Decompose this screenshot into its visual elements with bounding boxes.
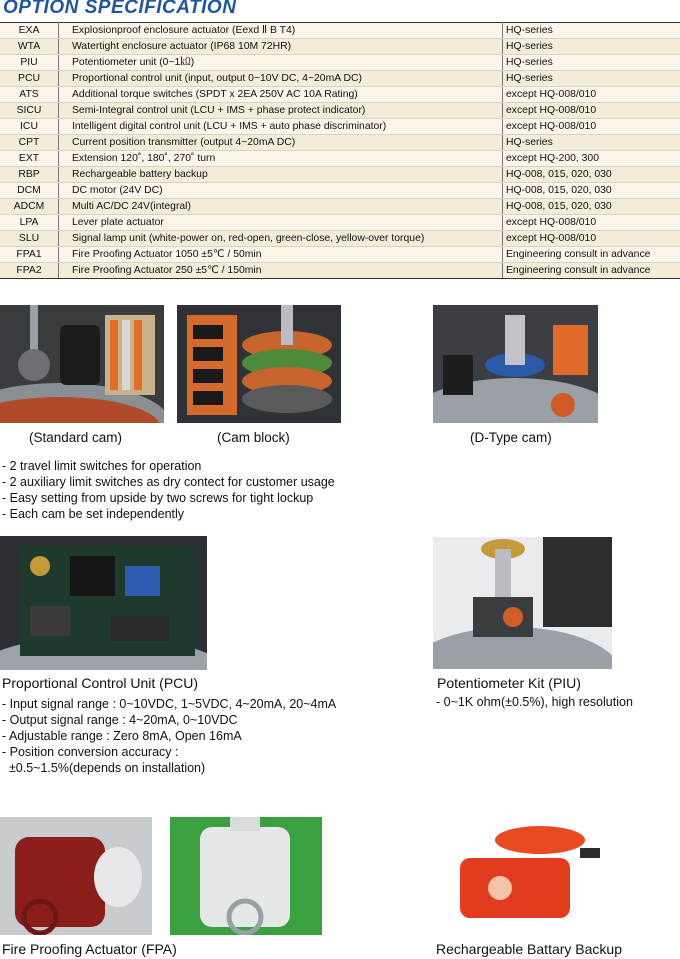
option-description: Rechargeable battery backup	[59, 167, 503, 183]
option-applicability: except HQ-008/010	[503, 103, 680, 119]
list-item: - Adjustable range : Zero 8mA, Open 16mA	[2, 729, 242, 743]
option-code: CPT	[0, 135, 59, 151]
option-applicability: HQ-008, 015, 020, 030	[503, 199, 680, 215]
option-applicability: except HQ-200, 300	[503, 151, 680, 167]
pcu-photo	[0, 536, 207, 670]
option-spec-table	[0, 22, 680, 279]
option-code: FPA1	[0, 247, 59, 263]
fpa-caption: Fire Proofing Actuator (FPA)	[2, 941, 177, 957]
table-row	[0, 183, 680, 199]
fpa-photo-1	[0, 817, 152, 935]
table-row	[0, 199, 680, 215]
list-item: - Easy setting from upside by two screws for tight lockup	[2, 491, 314, 505]
table-row	[0, 263, 680, 279]
standard-cam-photo	[0, 305, 164, 423]
option-applicability: except HQ-008/010	[503, 119, 680, 135]
option-code: SICU	[0, 103, 59, 119]
pcu-caption: Proportional Control Unit (PCU)	[2, 675, 199, 691]
table-row	[0, 103, 680, 119]
table-row	[0, 39, 680, 55]
option-applicability: except HQ-008/010	[503, 231, 680, 247]
list-item: - Position conversion accuracy :	[2, 745, 179, 759]
list-item: - Each cam be set independently	[2, 507, 185, 521]
fpa-photo-2	[170, 817, 322, 935]
option-applicability: except HQ-008/010	[503, 87, 680, 103]
list-item: - Output signal range : 4~20mA, 0~10VDC	[2, 713, 238, 727]
option-description: Fire Proofing Actuator 250 ±5℃ / 150min	[59, 263, 503, 279]
page-title: OPTION SPECIFICATION	[3, 0, 237, 18]
option-code: ATS	[0, 87, 59, 103]
option-code: SLU	[0, 231, 59, 247]
piu-spec-list	[436, 694, 633, 710]
d-type-cam-photo	[433, 305, 598, 423]
table-row	[0, 135, 680, 151]
option-code: WTA	[0, 39, 59, 55]
option-description: DC motor (24V DC)	[59, 183, 503, 199]
list-item: - Input signal range : 0~10VDC, 1~5VDC, 4~20mA, 20~4mA	[2, 697, 337, 711]
option-description: Additional torque switches (SPDT x 2EA 250V AC 10A Rating)	[59, 87, 503, 103]
rbp-photo	[440, 818, 618, 936]
option-code: EXT	[0, 151, 59, 167]
list-item: - 0~1K ohm(±0.5%), high resolution	[436, 695, 633, 709]
option-applicability: HQ-series	[503, 135, 680, 151]
option-applicability: HQ-008, 015, 020, 030	[503, 183, 680, 199]
table-row	[0, 119, 680, 135]
option-applicability: HQ-series	[503, 23, 680, 39]
table-row	[0, 87, 680, 103]
option-description: Potentiometer unit (0~1㏀)	[59, 55, 503, 71]
piu-photo	[433, 537, 612, 669]
option-applicability: Engineering consult in advance	[503, 263, 680, 279]
option-applicability: except HQ-008/010	[503, 215, 680, 231]
table-row	[0, 247, 680, 263]
table-row	[0, 55, 680, 71]
list-item: - 2 auxiliary limit switches as dry contect for customer usage	[2, 475, 335, 489]
option-description: Extension 120˚, 180˚, 270˚ turn	[59, 151, 503, 167]
option-applicability: Engineering consult in advance	[503, 247, 680, 263]
cam-block-photo	[177, 305, 341, 423]
option-description: Semi-Integral control unit (LCU + IMS + phase protect indicator)	[59, 103, 503, 119]
table-row	[0, 167, 680, 183]
list-item: ±0.5~1.5%(depends on installation)	[2, 761, 206, 775]
option-applicability: HQ-series	[503, 71, 680, 87]
piu-caption: Potentiometer Kit (PIU)	[437, 675, 581, 691]
cam-feature-list	[2, 458, 335, 522]
option-description: Intelligent digital control unit (LCU + IMS + auto phase discriminator)	[59, 119, 503, 135]
option-description: Watertight enclosure actuator (IP68 10M 72HR)	[59, 39, 503, 55]
option-code: RBP	[0, 167, 59, 183]
option-applicability: HQ-series	[503, 55, 680, 71]
table-row	[0, 215, 680, 231]
table-row	[0, 23, 680, 39]
option-code: LPA	[0, 215, 59, 231]
option-description: Multi AC/DC 24V(integral)	[59, 199, 503, 215]
option-code: PCU	[0, 71, 59, 87]
option-code: ICU	[0, 119, 59, 135]
d-type-cam-caption: (D-Type cam)	[470, 430, 552, 445]
option-description: Current position transmitter (output 4~20mA DC)	[59, 135, 503, 151]
table-row	[0, 71, 680, 87]
table-row	[0, 231, 680, 247]
option-applicability: HQ-series	[503, 39, 680, 55]
list-item: - 2 travel limit switches for operation	[2, 459, 202, 473]
standard-cam-caption: (Standard cam)	[29, 430, 123, 445]
option-code: PIU	[0, 55, 59, 71]
option-code: FPA2	[0, 263, 59, 279]
option-code: EXA	[0, 23, 59, 39]
option-description: Lever plate actuator	[59, 215, 503, 231]
option-code: ADCM	[0, 199, 59, 215]
cam-block-caption: (Cam block)	[217, 430, 290, 445]
option-description: Fire Proofing Actuator 1050 ±5℃ / 50min	[59, 247, 503, 263]
option-code: DCM	[0, 183, 59, 199]
option-description: Signal lamp unit (white-power on, red-open, green-close, yellow-over torque)	[59, 231, 503, 247]
option-description: Explosionproof enclosure actuator (Eexd Ⅱ B T4)	[59, 23, 503, 39]
option-description: Proportional control unit (input, output 0~10V DC, 4~20mA DC)	[59, 71, 503, 87]
rbp-caption: Rechargeable Battary Backup	[436, 941, 622, 957]
option-applicability: HQ-008, 015, 020, 030	[503, 167, 680, 183]
pcu-spec-list	[2, 696, 336, 776]
table-row	[0, 151, 680, 167]
